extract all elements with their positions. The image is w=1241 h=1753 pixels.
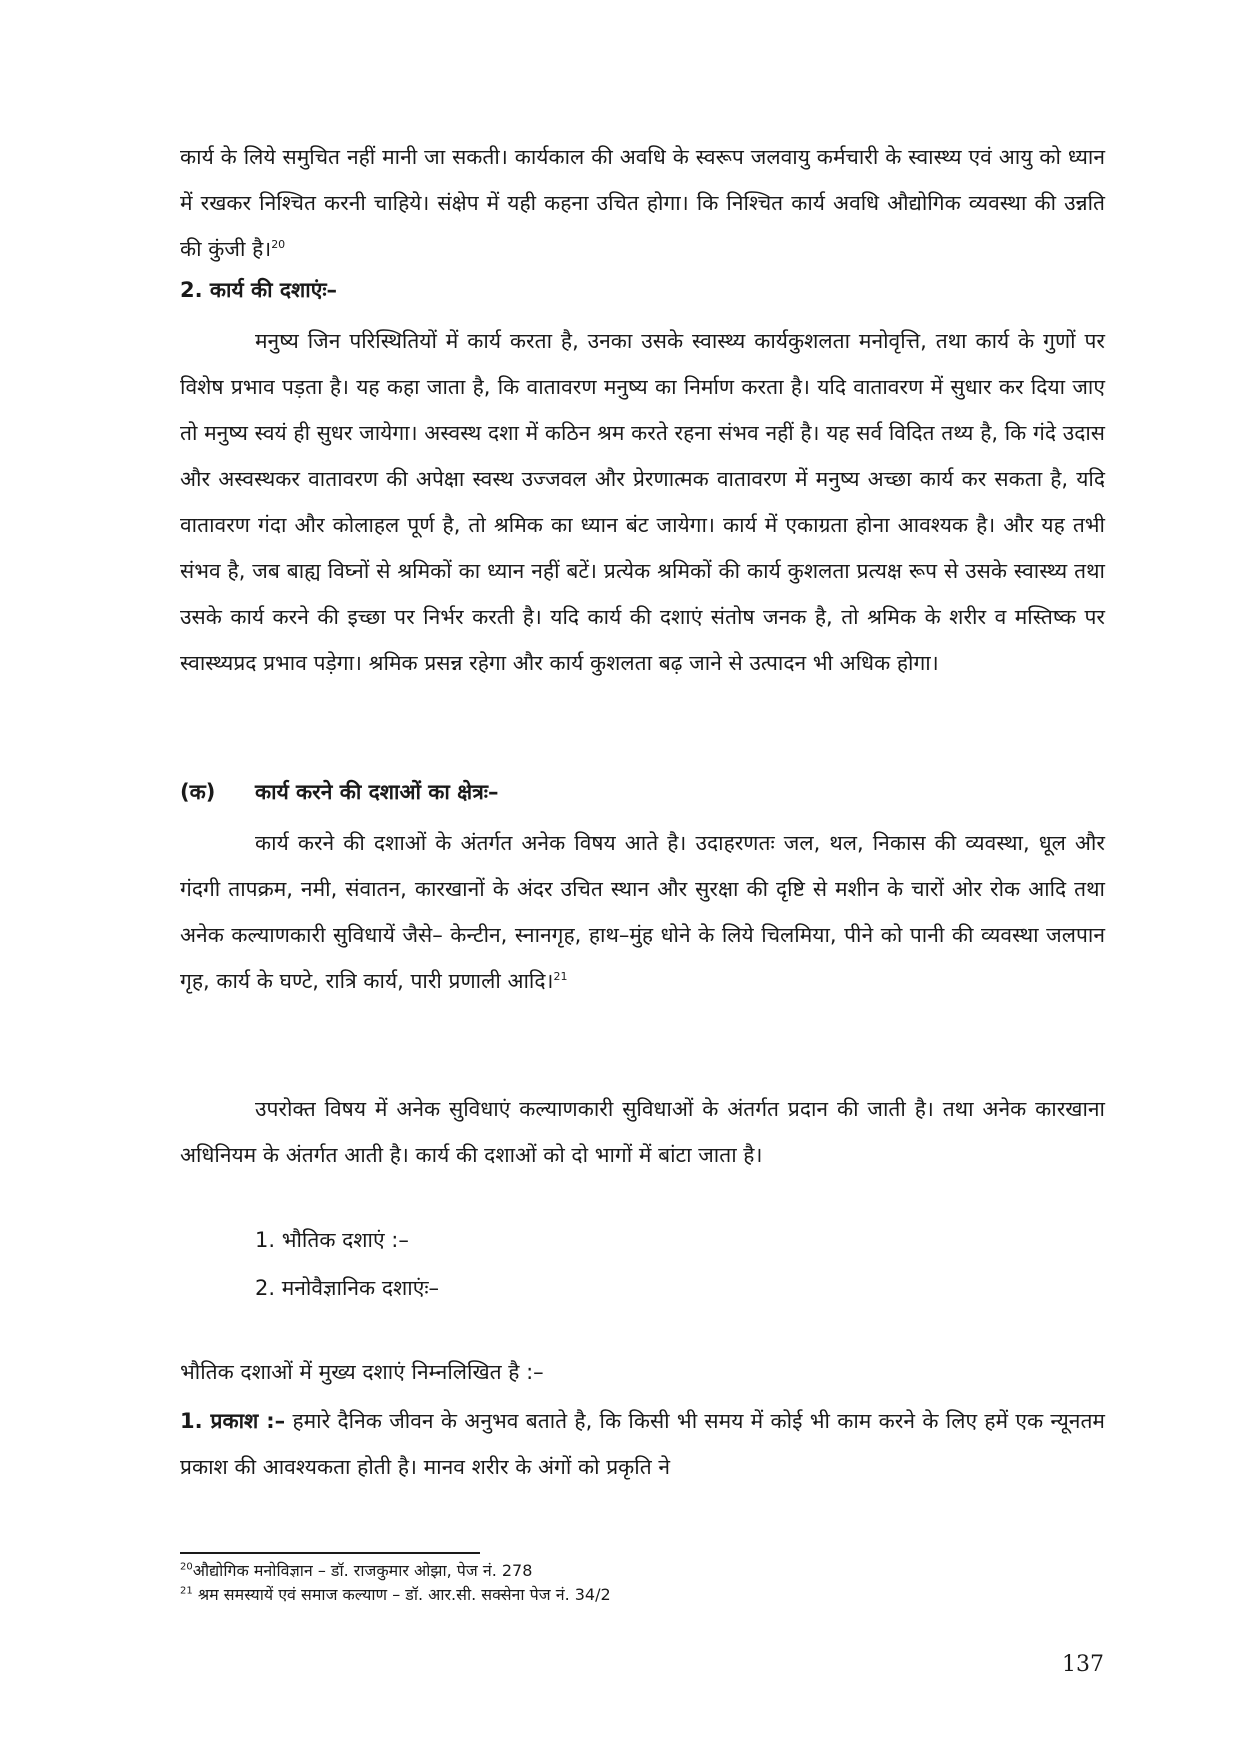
subheading-label: (क)	[180, 780, 216, 804]
paragraph-physical-conditions: भौतिक दशाओं में मुख्य दशाएं निम्नलिखित है :–	[180, 1360, 544, 1384]
paragraph-work-duration	[180, 134, 1105, 272]
footnote-21	[180, 1584, 611, 1606]
footnote-number: 21	[180, 1585, 193, 1597]
light-heading: 1. प्रकाश :–	[180, 1409, 286, 1433]
footnote-text: श्रम समस्यायें एवं समाज कल्याण – डॉ. आर.सी. सक्सेना पेज नं. 34/2	[197, 1585, 611, 1604]
section-heading-work-conditions: 2. कार्य की दशाएंः–	[180, 278, 338, 302]
paragraph-light	[180, 1398, 1105, 1490]
subheading-text: कार्य करने की दशाओं का क्षेत्रः–	[255, 780, 499, 804]
footnote-ref-20[interactable]: 20	[271, 238, 286, 251]
paragraph-text: कार्य करने की दशाओं के अंतर्गत अनेक विषय आते है। उदाहरणतः जल, थल, निकास की व्यवस्था, धूल और गंदगी तापक्रम, नमी, संवातन, कारखानों के अंदर उचित स्थान और सुरक्षा की दृष्टि से मशीन के चारों ओर रोक आदि तथा अनेक कल्याणकारी सुविधायें जैसे– केन्टीन, स्नानगृह, हाथ–मुंह धोने के लिये चिलमिया, पीने को पानी की व्यवस्था जलपान गृह, कार्य के घण्टे, रात्रि कार्य, पारी प्रणाली आदि।	[180, 831, 1105, 993]
footnote-20	[180, 1560, 532, 1582]
paragraph-text: कार्य के लिये समुचित नहीं मानी जा सकती। कार्यकाल की अवधि के स्वरूप जलवायु कर्मचारी के स्वास्थ्य एवं आयु को ध्यान में रखकर निश्चित करनी चाहिये। संक्षेप में यही कहना उचित होगा। कि निश्चित कार्य अवधि औद्योगिक व्यवस्था की उन्नति की कुंजी है।	[180, 145, 1105, 261]
page-number: 137	[1062, 1652, 1104, 1677]
list-item-physical: 1. भौतिक दशाएं :–	[255, 1228, 409, 1252]
subheading-ka	[180, 772, 499, 812]
list-item-psychological: 2. मनोवैज्ञानिक दशाएंः–	[255, 1276, 440, 1300]
footnote-divider	[180, 1552, 480, 1554]
paragraph-text: हमारे दैनिक जीवन के अनुभव बताते है, कि किसी भी समय में कोई भी काम करने के लिए हमें एक न्यूनतम प्रकाश की आवश्यकता होती है। मानव शरीर के अंगों को प्रकृति ने	[180, 1409, 1105, 1479]
footnote-ref-21[interactable]: 21	[553, 970, 568, 983]
footnote-number: 20	[180, 1561, 193, 1573]
footnote-text: औद्योगिक मनोविज्ञान – डॉ. राजकुमार ओझा, पेज नं. 278	[192, 1561, 533, 1580]
paragraph-facilities: उपरोक्त विषय में अनेक सुविधाएं कल्याणकारी सुविधाओं के अंतर्गत प्रदान की जाती है। तथा अनेक कारखाना अधिनियम के अंतर्गत आती है। कार्य की दशाओं को दो भागों में बांटा जाता है।	[180, 1097, 1105, 1167]
paragraph-environment: मनुष्य जिन परिस्थितियों में कार्य करता है, उनका उसके स्वास्थ्य कार्यकुशलता मनोवृत्ति, तथा कार्य के गुणों पर विशेष प्रभाव पड़ता है। यह कहा जाता है, कि वातावरण मनुष्य का निर्माण करता है। यदि वातावरण में सुधार कर दिया जाए तो मनुष्य स्वयं ही सुधर जायेगा। अस्वस्थ दशा में कठिन श्रम करते रहना संभव नहीं है। यह सर्व विदित तथ्य है, कि गंदे उदास और अस्वस्थकर वातावरण की अपेक्षा स्वस्थ उज्जवल और प्रेरणात्मक वातावरण में मनुष्य अच्छा कार्य कर सकता है, यदि वातावरण गंदा और कोलाहल पूर्ण है, तो श्रमिक का ध्यान बंट जायेगा। कार्य में एकाग्रता होना आवश्यक है। और यह तभी संभव है, जब बाह्य विघ्नों से श्रमिकों का ध्यान नहीं बटें। प्रत्येक श्रमिकों की कार्य कुशलता प्रत्यक्ष रूप से उसके स्वास्थ्य तथा उसके कार्य करने की इच्छा पर निर्भर करती है। यदि कार्य की दशाएं संतोष जनक है, तो श्रमिक के शरीर व मस्तिष्क पर स्वास्थ्यप्रद प्रभाव पड़ेगा। श्रमिक प्रसन्न रहेगा और कार्य कुशलता बढ़ जाने से उत्पादन भी अधिक होगा।	[180, 329, 1105, 675]
paragraph-scope	[180, 820, 1105, 1004]
